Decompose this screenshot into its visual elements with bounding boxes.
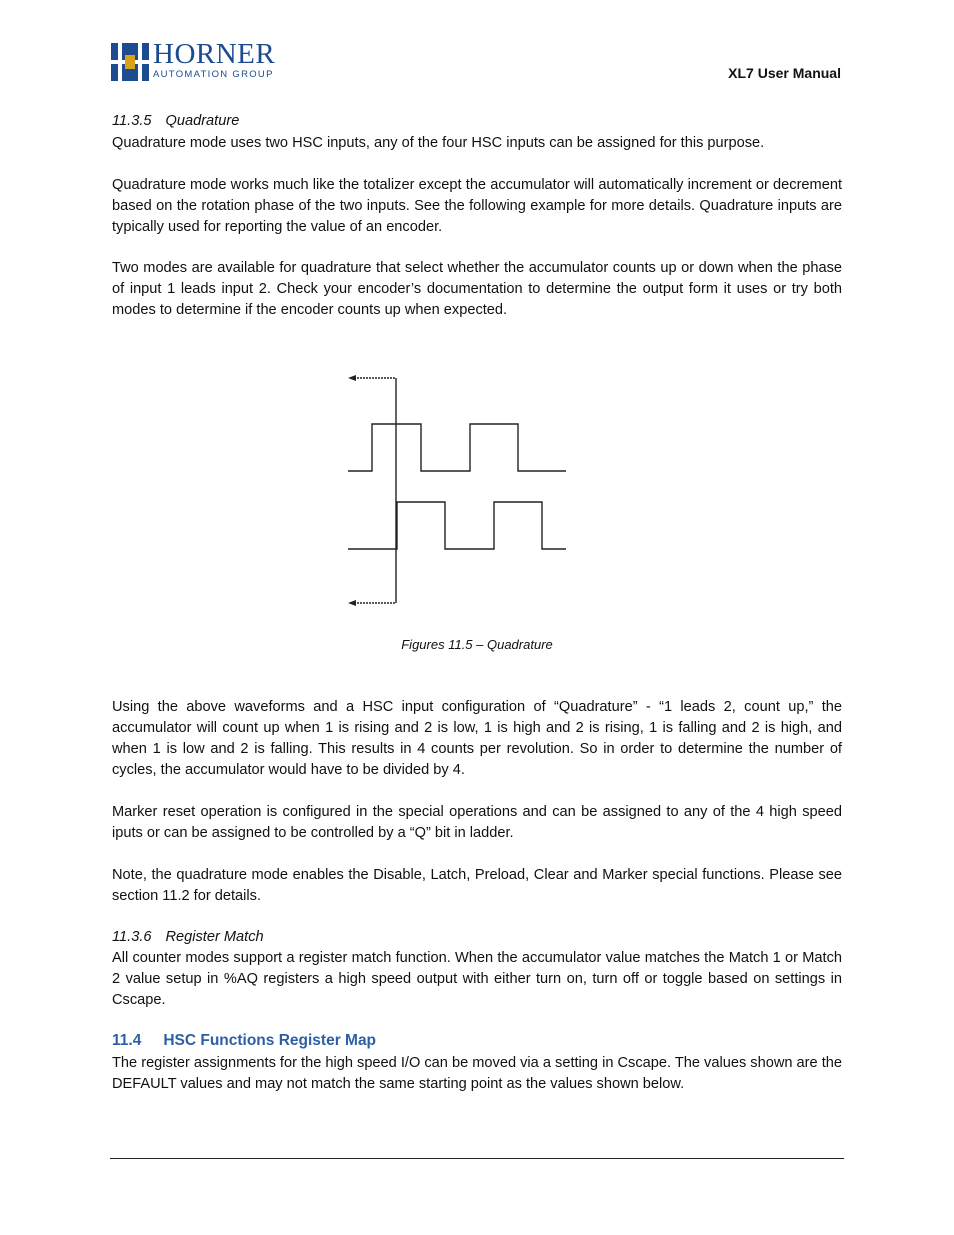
arrow-head-top <box>348 375 356 381</box>
logo-subtitle: AUTOMATION GROUP <box>153 69 274 80</box>
subheading-register-match <box>112 929 264 945</box>
paragraph: Quadrature mode uses two HSC inputs, any of the four HSC inputs can be assigned for this purpose. <box>112 135 765 151</box>
footer-divider <box>110 1158 844 1159</box>
arrow-head-bottom <box>348 600 356 606</box>
subheading-number: 11.3.6 <box>112 929 152 945</box>
subheading-quadrature <box>112 113 239 129</box>
quadrature-waveform-figure <box>340 370 575 610</box>
subheading-number: 11.3.5 <box>112 113 152 129</box>
subheading-title: Quadrature <box>165 113 240 129</box>
paragraph: Two modes are available for quadrature that select whether the accumulator counts up or down when the phase of input 1 leads input 2. Check your encoder’s documentation to determine the output form it uses or try both modes to determine if the encoder counts up when expected. <box>112 260 842 318</box>
paragraph: Marker reset operation is configured in the special operations and can be assigned to any of the 4 high speed iputs or can be assigned to be controlled by a “Q” bit in ladder. <box>112 804 842 841</box>
horner-logo <box>111 38 281 82</box>
section-heading-hsc-map <box>112 1032 376 1050</box>
section-title: HSC Functions Register Map <box>163 1032 377 1049</box>
paragraph: Using the above waveforms and a HSC input configuration of “Quadrature” - “1 leads 2, count up,” the accumulator will count up when 1 is rising and 2 is low, 1 is high and 2 is rising, 1 is falling and 2 is high, and when 1 is low and 2 is falling. This results in 4 counts per revolution. So in order to determine the number of cycles, the accumulator would have to be divided by 4. <box>112 699 842 778</box>
paragraph: The register assignments for the high speed I/O can be moved via a setting in Cscape. The values shown are the DEFAULT values and may not match the same starting point as the values shown below. <box>112 1055 842 1092</box>
waveform-input-1 <box>348 424 566 471</box>
paragraph: All counter modes support a register match function. When the accumulator value matches the Match 1 or Match 2 value setup in %AQ registers a high speed output with either turn on, turn off or toggle based on settings in Cscape. <box>112 950 842 1008</box>
logo-wordmark: HORNER <box>153 38 276 70</box>
paragraph: Quadrature mode works much like the totalizer except the accumulator will automatically increment or decrement based on the rotation phase of the two inputs. See the following example for more details. Quadrature inputs are typically used for reporting the value of an encoder. <box>112 177 842 235</box>
paragraph: Note, the quadrature mode enables the Disable, Latch, Preload, Clear and Marker special functions. Please see section 11.2 for details. <box>112 867 842 904</box>
subheading-title: Register Match <box>165 929 264 945</box>
horner-logo-icon <box>111 43 149 81</box>
manual-title: XL7 User Manual <box>728 65 841 81</box>
waveform-input-2 <box>348 502 566 549</box>
figure-caption: Figures 11.5 – Quadrature <box>401 637 553 652</box>
section-number: 11.4 <box>112 1032 142 1049</box>
